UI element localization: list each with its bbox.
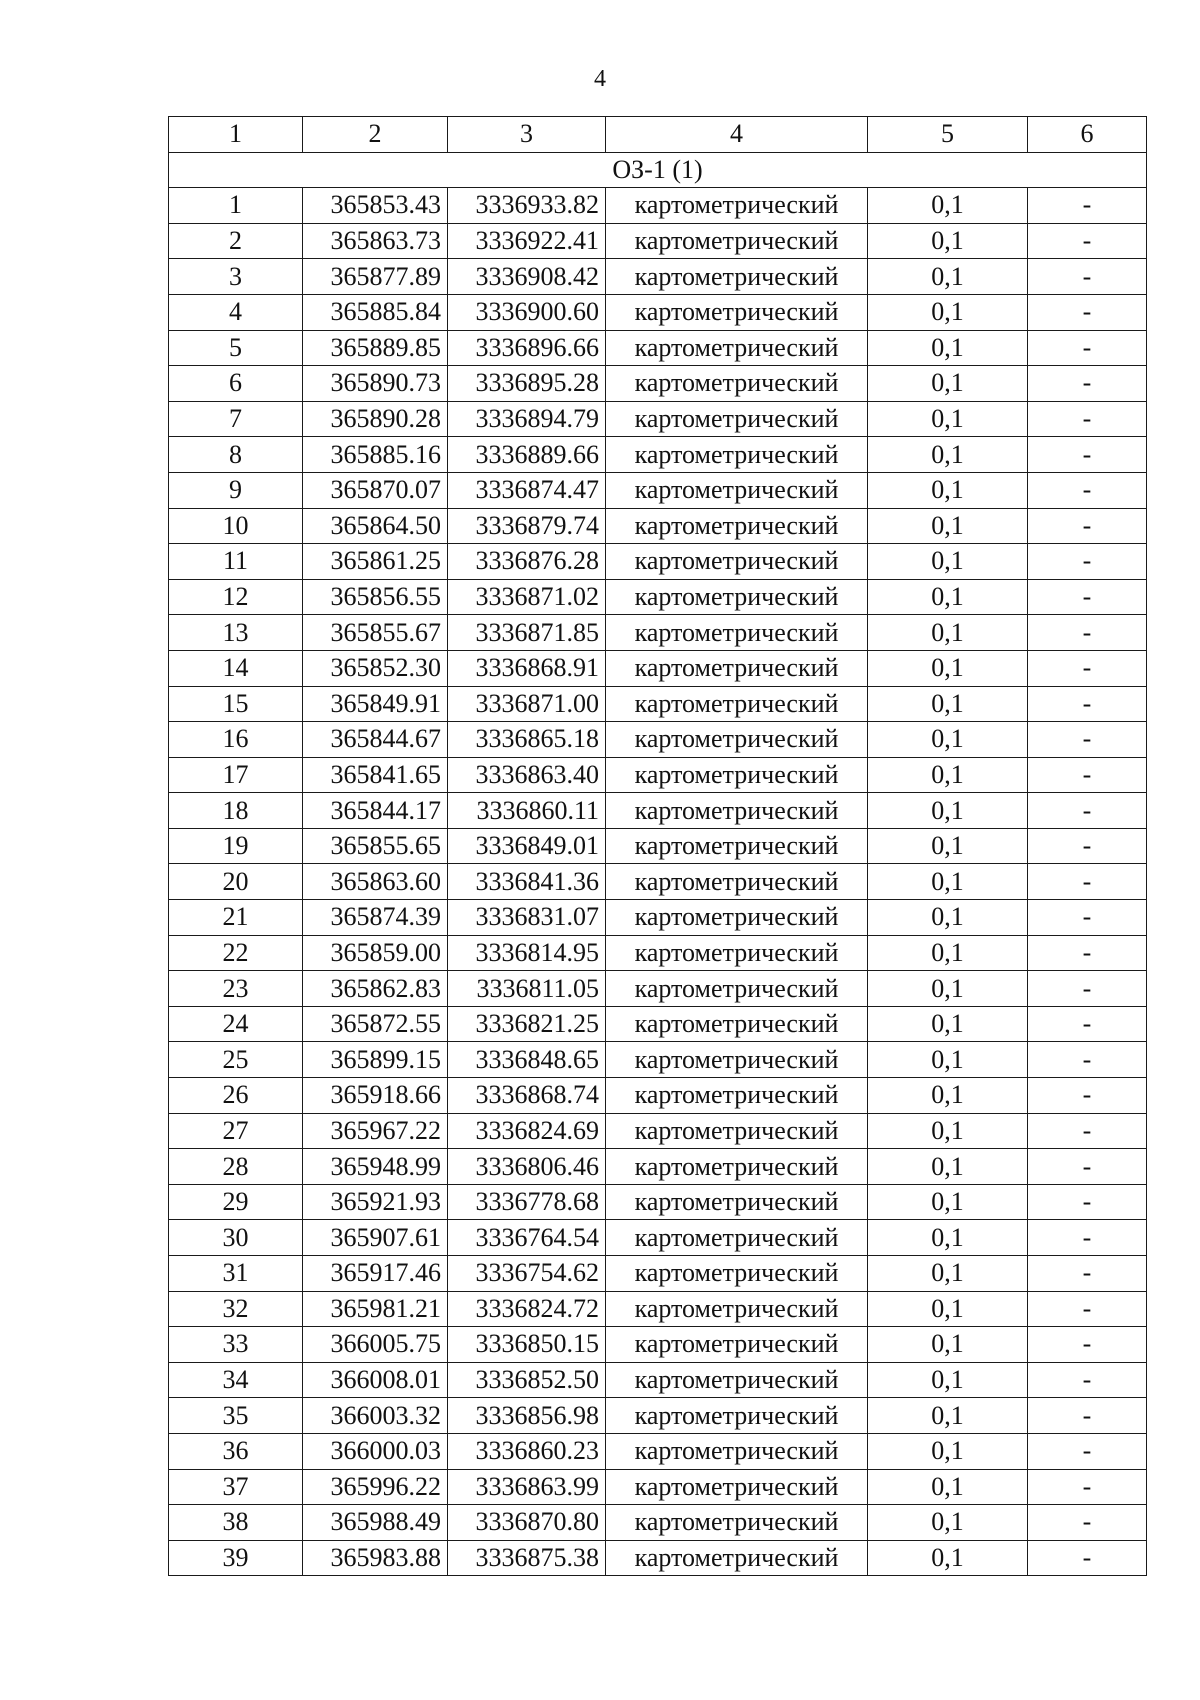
table-row bbox=[169, 1291, 1147, 1327]
cell-coord-y: 3336863.99 bbox=[448, 1469, 606, 1505]
cell-coord-x: 365988.49 bbox=[303, 1505, 448, 1541]
cell-method: картометрический bbox=[606, 1505, 868, 1541]
cell-coord-y: 3336849.01 bbox=[448, 828, 606, 864]
cell-coord-x: 365885.16 bbox=[303, 437, 448, 473]
cell-accuracy: 0,1 bbox=[868, 294, 1028, 330]
cell-point-number: 11 bbox=[169, 544, 303, 580]
table-row bbox=[169, 1362, 1147, 1398]
cell-point-number: 34 bbox=[169, 1362, 303, 1398]
cell-coord-y: 3336875.38 bbox=[448, 1540, 606, 1576]
cell-coord-x: 365983.88 bbox=[303, 1540, 448, 1576]
cell-coord-x: 365855.65 bbox=[303, 828, 448, 864]
cell-note: - bbox=[1028, 472, 1147, 508]
cell-point-number: 28 bbox=[169, 1149, 303, 1185]
cell-accuracy: 0,1 bbox=[868, 971, 1028, 1007]
cell-point-number: 27 bbox=[169, 1113, 303, 1149]
coordinates-table bbox=[168, 116, 1147, 1576]
cell-note: - bbox=[1028, 722, 1147, 758]
cell-note: - bbox=[1028, 1291, 1147, 1327]
cell-accuracy: 0,1 bbox=[868, 650, 1028, 686]
cell-accuracy: 0,1 bbox=[868, 1433, 1028, 1469]
cell-coord-y: 3336848.65 bbox=[448, 1042, 606, 1078]
table-row bbox=[169, 615, 1147, 651]
cell-note: - bbox=[1028, 1256, 1147, 1292]
cell-method: картометрический bbox=[606, 330, 868, 366]
cell-coord-x: 365862.83 bbox=[303, 971, 448, 1007]
cell-accuracy: 0,1 bbox=[868, 1398, 1028, 1434]
cell-accuracy: 0,1 bbox=[868, 188, 1028, 224]
cell-coord-y: 3336874.47 bbox=[448, 472, 606, 508]
cell-point-number: 20 bbox=[169, 864, 303, 900]
cell-accuracy: 0,1 bbox=[868, 1540, 1028, 1576]
cell-coord-y: 3336852.50 bbox=[448, 1362, 606, 1398]
cell-coord-y: 3336933.82 bbox=[448, 188, 606, 224]
cell-note: - bbox=[1028, 1149, 1147, 1185]
cell-note: - bbox=[1028, 1113, 1147, 1149]
cell-method: картометрический bbox=[606, 366, 868, 402]
table-row bbox=[169, 330, 1147, 366]
cell-coord-x: 365981.21 bbox=[303, 1291, 448, 1327]
cell-note: - bbox=[1028, 900, 1147, 936]
cell-method: картометрический bbox=[606, 1006, 868, 1042]
cell-coord-x: 365907.61 bbox=[303, 1220, 448, 1256]
cell-accuracy: 0,1 bbox=[868, 366, 1028, 402]
cell-coord-x: 365844.67 bbox=[303, 722, 448, 758]
table-row bbox=[169, 1113, 1147, 1149]
cell-coord-y: 3336778.68 bbox=[448, 1184, 606, 1220]
cell-method: картометрический bbox=[606, 900, 868, 936]
cell-method: картометрический bbox=[606, 188, 868, 224]
table-row bbox=[169, 1006, 1147, 1042]
cell-coord-x: 365859.00 bbox=[303, 935, 448, 971]
cell-note: - bbox=[1028, 971, 1147, 1007]
table-row bbox=[169, 1256, 1147, 1292]
cell-accuracy: 0,1 bbox=[868, 1113, 1028, 1149]
cell-method: картометрический bbox=[606, 1469, 868, 1505]
header-cell-4: 4 bbox=[606, 117, 868, 153]
cell-accuracy: 0,1 bbox=[868, 1291, 1028, 1327]
cell-note: - bbox=[1028, 1540, 1147, 1576]
table-row bbox=[169, 294, 1147, 330]
cell-note: - bbox=[1028, 1184, 1147, 1220]
cell-method: картометрический bbox=[606, 1149, 868, 1185]
cell-accuracy: 0,1 bbox=[868, 1006, 1028, 1042]
cell-coord-x: 366000.03 bbox=[303, 1433, 448, 1469]
cell-note: - bbox=[1028, 366, 1147, 402]
table-row bbox=[169, 188, 1147, 224]
section-title: ОЗ-1 (1) bbox=[169, 152, 1147, 188]
cell-method: картометрический bbox=[606, 259, 868, 295]
cell-point-number: 15 bbox=[169, 686, 303, 722]
cell-coord-x: 365872.55 bbox=[303, 1006, 448, 1042]
cell-note: - bbox=[1028, 259, 1147, 295]
cell-accuracy: 0,1 bbox=[868, 1256, 1028, 1292]
cell-accuracy: 0,1 bbox=[868, 757, 1028, 793]
cell-method: картометрический bbox=[606, 1291, 868, 1327]
cell-accuracy: 0,1 bbox=[868, 864, 1028, 900]
table-row bbox=[169, 1505, 1147, 1541]
cell-method: картометрический bbox=[606, 1042, 868, 1078]
cell-note: - bbox=[1028, 757, 1147, 793]
cell-coord-x: 365863.60 bbox=[303, 864, 448, 900]
cell-point-number: 13 bbox=[169, 615, 303, 651]
table-row bbox=[169, 864, 1147, 900]
table-row bbox=[169, 757, 1147, 793]
cell-method: картометрический bbox=[606, 793, 868, 829]
cell-coord-y: 3336876.28 bbox=[448, 544, 606, 580]
cell-point-number: 7 bbox=[169, 401, 303, 437]
cell-accuracy: 0,1 bbox=[868, 1042, 1028, 1078]
cell-point-number: 12 bbox=[169, 579, 303, 615]
cell-coord-y: 3336865.18 bbox=[448, 722, 606, 758]
cell-coord-y: 3336856.98 bbox=[448, 1398, 606, 1434]
cell-coord-x: 365877.89 bbox=[303, 259, 448, 295]
cell-coord-y: 3336868.74 bbox=[448, 1078, 606, 1114]
cell-method: картометрический bbox=[606, 294, 868, 330]
table-row bbox=[169, 508, 1147, 544]
cell-method: картометрический bbox=[606, 757, 868, 793]
cell-method: картометрический bbox=[606, 1362, 868, 1398]
cell-accuracy: 0,1 bbox=[868, 686, 1028, 722]
cell-note: - bbox=[1028, 1398, 1147, 1434]
cell-note: - bbox=[1028, 508, 1147, 544]
table-row bbox=[169, 722, 1147, 758]
cell-accuracy: 0,1 bbox=[868, 1327, 1028, 1363]
table-row bbox=[169, 259, 1147, 295]
table-row bbox=[169, 1220, 1147, 1256]
cell-point-number: 18 bbox=[169, 793, 303, 829]
cell-point-number: 10 bbox=[169, 508, 303, 544]
cell-point-number: 32 bbox=[169, 1291, 303, 1327]
cell-method: картометрический bbox=[606, 1078, 868, 1114]
cell-note: - bbox=[1028, 544, 1147, 580]
cell-method: картометрический bbox=[606, 1433, 868, 1469]
table-row bbox=[169, 935, 1147, 971]
cell-point-number: 23 bbox=[169, 971, 303, 1007]
cell-note: - bbox=[1028, 437, 1147, 473]
cell-accuracy: 0,1 bbox=[868, 1469, 1028, 1505]
cell-method: картометрический bbox=[606, 508, 868, 544]
header-cell-5: 5 bbox=[868, 117, 1028, 153]
cell-coord-y: 3336871.02 bbox=[448, 579, 606, 615]
cell-method: картометрический bbox=[606, 686, 868, 722]
cell-coord-y: 3336870.80 bbox=[448, 1505, 606, 1541]
cell-coord-x: 365885.84 bbox=[303, 294, 448, 330]
cell-coord-x: 365863.73 bbox=[303, 223, 448, 259]
cell-note: - bbox=[1028, 615, 1147, 651]
cell-method: картометрический bbox=[606, 1184, 868, 1220]
section-row bbox=[169, 152, 1147, 188]
cell-point-number: 1 bbox=[169, 188, 303, 224]
cell-point-number: 3 bbox=[169, 259, 303, 295]
cell-coord-x: 365849.91 bbox=[303, 686, 448, 722]
cell-coord-y: 3336879.74 bbox=[448, 508, 606, 544]
cell-coord-y: 3336900.60 bbox=[448, 294, 606, 330]
cell-coord-y: 3336850.15 bbox=[448, 1327, 606, 1363]
cell-note: - bbox=[1028, 223, 1147, 259]
cell-accuracy: 0,1 bbox=[868, 437, 1028, 473]
cell-coord-x: 365861.25 bbox=[303, 544, 448, 580]
cell-coord-x: 365918.66 bbox=[303, 1078, 448, 1114]
cell-note: - bbox=[1028, 1006, 1147, 1042]
cell-coord-y: 3336868.91 bbox=[448, 650, 606, 686]
cell-method: картометрический bbox=[606, 1398, 868, 1434]
cell-method: картометрический bbox=[606, 437, 868, 473]
cell-point-number: 25 bbox=[169, 1042, 303, 1078]
cell-accuracy: 0,1 bbox=[868, 472, 1028, 508]
cell-coord-y: 3336806.46 bbox=[448, 1149, 606, 1185]
cell-accuracy: 0,1 bbox=[868, 508, 1028, 544]
cell-coord-y: 3336754.62 bbox=[448, 1256, 606, 1292]
cell-note: - bbox=[1028, 864, 1147, 900]
cell-accuracy: 0,1 bbox=[868, 1362, 1028, 1398]
cell-method: картометрический bbox=[606, 1540, 868, 1576]
cell-point-number: 33 bbox=[169, 1327, 303, 1363]
cell-coord-x: 365889.85 bbox=[303, 330, 448, 366]
table-row bbox=[169, 1042, 1147, 1078]
header-cell-6: 6 bbox=[1028, 117, 1147, 153]
cell-method: картометрический bbox=[606, 615, 868, 651]
cell-method: картометрический bbox=[606, 650, 868, 686]
header-row bbox=[169, 117, 1147, 153]
cell-point-number: 31 bbox=[169, 1256, 303, 1292]
cell-point-number: 37 bbox=[169, 1469, 303, 1505]
table-row bbox=[169, 579, 1147, 615]
cell-accuracy: 0,1 bbox=[868, 1220, 1028, 1256]
cell-coord-x: 365870.07 bbox=[303, 472, 448, 508]
cell-method: картометрический bbox=[606, 1327, 868, 1363]
cell-point-number: 38 bbox=[169, 1505, 303, 1541]
cell-coord-x: 365917.46 bbox=[303, 1256, 448, 1292]
cell-note: - bbox=[1028, 828, 1147, 864]
cell-method: картометрический bbox=[606, 579, 868, 615]
cell-note: - bbox=[1028, 1469, 1147, 1505]
cell-point-number: 22 bbox=[169, 935, 303, 971]
cell-coord-y: 3336871.85 bbox=[448, 615, 606, 651]
cell-note: - bbox=[1028, 686, 1147, 722]
cell-point-number: 4 bbox=[169, 294, 303, 330]
cell-note: - bbox=[1028, 1505, 1147, 1541]
cell-method: картометрический bbox=[606, 223, 868, 259]
cell-coord-y: 3336814.95 bbox=[448, 935, 606, 971]
table-row bbox=[169, 1184, 1147, 1220]
header-cell-3: 3 bbox=[448, 117, 606, 153]
cell-note: - bbox=[1028, 401, 1147, 437]
cell-note: - bbox=[1028, 1327, 1147, 1363]
cell-point-number: 36 bbox=[169, 1433, 303, 1469]
header-cell-2: 2 bbox=[303, 117, 448, 153]
table-row bbox=[169, 437, 1147, 473]
cell-note: - bbox=[1028, 650, 1147, 686]
table-row bbox=[169, 544, 1147, 580]
cell-coord-y: 3336841.36 bbox=[448, 864, 606, 900]
cell-coord-y: 3336831.07 bbox=[448, 900, 606, 936]
cell-point-number: 6 bbox=[169, 366, 303, 402]
cell-coord-y: 3336894.79 bbox=[448, 401, 606, 437]
cell-method: картометрический bbox=[606, 1113, 868, 1149]
cell-method: картометрический bbox=[606, 544, 868, 580]
cell-coord-x: 365890.73 bbox=[303, 366, 448, 402]
cell-note: - bbox=[1028, 188, 1147, 224]
table-row bbox=[169, 1149, 1147, 1185]
cell-method: картометрический bbox=[606, 971, 868, 1007]
cell-coord-x: 366005.75 bbox=[303, 1327, 448, 1363]
cell-accuracy: 0,1 bbox=[868, 1505, 1028, 1541]
cell-point-number: 35 bbox=[169, 1398, 303, 1434]
table-row bbox=[169, 223, 1147, 259]
cell-method: картометрический bbox=[606, 1220, 868, 1256]
table-row bbox=[169, 686, 1147, 722]
cell-accuracy: 0,1 bbox=[868, 935, 1028, 971]
table-row bbox=[169, 1327, 1147, 1363]
table-row bbox=[169, 793, 1147, 829]
table-row bbox=[169, 650, 1147, 686]
cell-note: - bbox=[1028, 1433, 1147, 1469]
cell-accuracy: 0,1 bbox=[868, 1078, 1028, 1114]
cell-accuracy: 0,1 bbox=[868, 615, 1028, 651]
cell-coord-x: 365852.30 bbox=[303, 650, 448, 686]
cell-accuracy: 0,1 bbox=[868, 900, 1028, 936]
cell-accuracy: 0,1 bbox=[868, 793, 1028, 829]
cell-coord-x: 365844.17 bbox=[303, 793, 448, 829]
cell-coord-x: 365853.43 bbox=[303, 188, 448, 224]
cell-coord-x: 365921.93 bbox=[303, 1184, 448, 1220]
cell-note: - bbox=[1028, 793, 1147, 829]
table-row bbox=[169, 1433, 1147, 1469]
cell-method: картометрический bbox=[606, 1256, 868, 1292]
cell-coord-x: 365864.50 bbox=[303, 508, 448, 544]
table-row bbox=[169, 401, 1147, 437]
cell-note: - bbox=[1028, 294, 1147, 330]
cell-point-number: 9 bbox=[169, 472, 303, 508]
cell-coord-y: 3336824.69 bbox=[448, 1113, 606, 1149]
cell-coord-x: 365890.28 bbox=[303, 401, 448, 437]
cell-accuracy: 0,1 bbox=[868, 1184, 1028, 1220]
cell-coord-y: 3336908.42 bbox=[448, 259, 606, 295]
cell-note: - bbox=[1028, 1078, 1147, 1114]
cell-coord-x: 366008.01 bbox=[303, 1362, 448, 1398]
cell-coord-x: 365996.22 bbox=[303, 1469, 448, 1505]
cell-accuracy: 0,1 bbox=[868, 259, 1028, 295]
cell-point-number: 19 bbox=[169, 828, 303, 864]
cell-accuracy: 0,1 bbox=[868, 1149, 1028, 1185]
cell-note: - bbox=[1028, 579, 1147, 615]
cell-point-number: 39 bbox=[169, 1540, 303, 1576]
table-row bbox=[169, 900, 1147, 936]
cell-coord-x: 366003.32 bbox=[303, 1398, 448, 1434]
table-row bbox=[169, 1078, 1147, 1114]
cell-method: картометрический bbox=[606, 401, 868, 437]
cell-method: картометрический bbox=[606, 472, 868, 508]
table-row bbox=[169, 366, 1147, 402]
cell-coord-y: 3336889.66 bbox=[448, 437, 606, 473]
cell-coord-x: 365856.55 bbox=[303, 579, 448, 615]
cell-method: картометрический bbox=[606, 828, 868, 864]
table-row bbox=[169, 828, 1147, 864]
cell-point-number: 17 bbox=[169, 757, 303, 793]
table-row bbox=[169, 1540, 1147, 1576]
cell-coord-x: 365899.15 bbox=[303, 1042, 448, 1078]
table-row bbox=[169, 472, 1147, 508]
cell-coord-y: 3336821.25 bbox=[448, 1006, 606, 1042]
cell-coord-y: 3336871.00 bbox=[448, 686, 606, 722]
cell-accuracy: 0,1 bbox=[868, 330, 1028, 366]
cell-note: - bbox=[1028, 1220, 1147, 1256]
cell-accuracy: 0,1 bbox=[868, 544, 1028, 580]
cell-point-number: 16 bbox=[169, 722, 303, 758]
cell-coord-y: 3336811.05 bbox=[448, 971, 606, 1007]
cell-accuracy: 0,1 bbox=[868, 722, 1028, 758]
cell-accuracy: 0,1 bbox=[868, 828, 1028, 864]
cell-coord-x: 365841.65 bbox=[303, 757, 448, 793]
table-row bbox=[169, 1398, 1147, 1434]
cell-point-number: 21 bbox=[169, 900, 303, 936]
cell-note: - bbox=[1028, 1362, 1147, 1398]
table-row bbox=[169, 971, 1147, 1007]
cell-point-number: 14 bbox=[169, 650, 303, 686]
cell-point-number: 8 bbox=[169, 437, 303, 473]
cell-method: картометрический bbox=[606, 935, 868, 971]
table-body bbox=[169, 117, 1147, 1576]
table-row bbox=[169, 1469, 1147, 1505]
cell-coord-y: 3336764.54 bbox=[448, 1220, 606, 1256]
cell-note: - bbox=[1028, 935, 1147, 971]
cell-point-number: 2 bbox=[169, 223, 303, 259]
cell-note: - bbox=[1028, 1042, 1147, 1078]
cell-coord-y: 3336896.66 bbox=[448, 330, 606, 366]
cell-coord-y: 3336860.11 bbox=[448, 793, 606, 829]
cell-coord-x: 365948.99 bbox=[303, 1149, 448, 1185]
page-number: 4 bbox=[594, 66, 606, 92]
cell-point-number: 24 bbox=[169, 1006, 303, 1042]
cell-coord-x: 365874.39 bbox=[303, 900, 448, 936]
cell-point-number: 26 bbox=[169, 1078, 303, 1114]
cell-coord-x: 365855.67 bbox=[303, 615, 448, 651]
cell-point-number: 30 bbox=[169, 1220, 303, 1256]
header-cell-1: 1 bbox=[169, 117, 303, 153]
cell-accuracy: 0,1 bbox=[868, 223, 1028, 259]
cell-note: - bbox=[1028, 330, 1147, 366]
cell-coord-y: 3336824.72 bbox=[448, 1291, 606, 1327]
cell-coord-y: 3336860.23 bbox=[448, 1433, 606, 1469]
cell-accuracy: 0,1 bbox=[868, 579, 1028, 615]
cell-coord-y: 3336922.41 bbox=[448, 223, 606, 259]
cell-point-number: 5 bbox=[169, 330, 303, 366]
cell-coord-y: 3336863.40 bbox=[448, 757, 606, 793]
cell-coord-x: 365967.22 bbox=[303, 1113, 448, 1149]
cell-method: картометрический bbox=[606, 722, 868, 758]
cell-coord-y: 3336895.28 bbox=[448, 366, 606, 402]
cell-point-number: 29 bbox=[169, 1184, 303, 1220]
cell-method: картометрический bbox=[606, 864, 868, 900]
cell-accuracy: 0,1 bbox=[868, 401, 1028, 437]
